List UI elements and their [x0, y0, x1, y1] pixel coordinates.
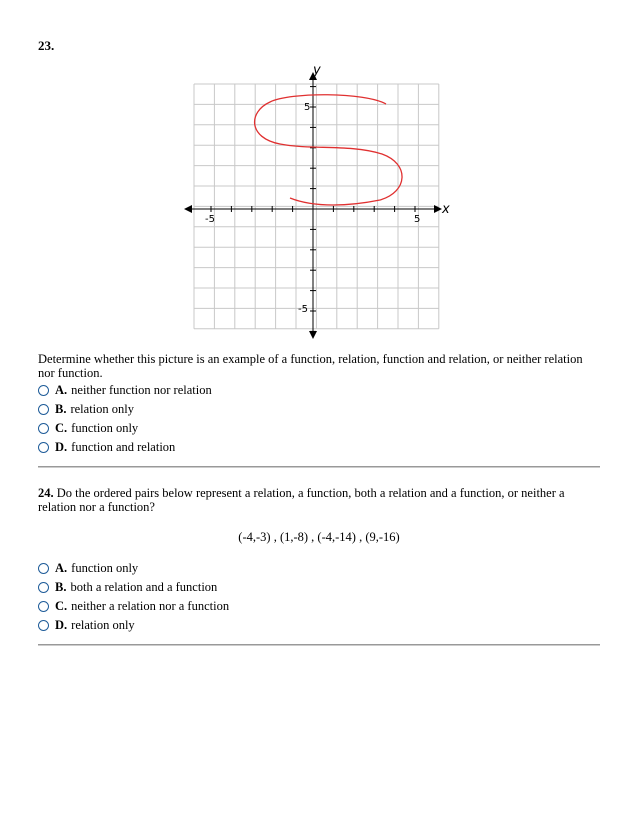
q23-choice-b[interactable]	[38, 401, 134, 417]
y-tick-label-neg5: -5	[298, 304, 308, 315]
ordered-pairs: (-4,-3) , (1,-8) , (-4,-14) , (9,-16)	[238, 530, 400, 544]
radio-icon[interactable]	[38, 442, 49, 453]
choice-text: relation only	[71, 618, 135, 632]
question-23-number: 23.	[38, 38, 55, 53]
choice-letter: D.	[55, 618, 68, 632]
q23-choice-a[interactable]	[38, 382, 212, 398]
y-tick-label-pos5: 5	[304, 102, 311, 113]
radio-icon[interactable]	[38, 563, 49, 574]
radio-icon[interactable]	[38, 423, 49, 434]
q24-choice-d[interactable]	[38, 617, 135, 633]
choice-text: both a relation and a function	[70, 580, 218, 594]
question-24-text: Do the ordered pairs below represent a relation, a function, both a relation and a function, or neither a relation nor a function?	[38, 486, 565, 514]
x-tick-label-neg5: -5	[205, 214, 215, 225]
choice-text: neither function nor relation	[71, 383, 212, 397]
q23-choice-c[interactable]	[38, 420, 138, 436]
x-tick-label-pos5: 5	[414, 214, 421, 225]
question-23-prompt: Determine whether this picture is an example of a function, relation, function and relation, or neither relation nor function.	[38, 352, 583, 380]
graph-axes	[184, 72, 442, 339]
choice-text: neither a relation nor a function	[71, 599, 230, 613]
choice-text: function only	[71, 421, 139, 435]
choice-text: function only	[71, 561, 139, 575]
choice-text: function and relation	[71, 440, 176, 454]
x-axis-label: x	[442, 202, 450, 217]
choice-letter: B.	[55, 580, 67, 594]
y-axis-arrow-down	[309, 331, 317, 339]
graph-grid	[194, 84, 439, 329]
radio-icon[interactable]	[38, 582, 49, 593]
divider	[38, 644, 600, 646]
radio-icon[interactable]	[38, 620, 49, 631]
q24-choice-c[interactable]	[38, 598, 229, 614]
q24-choice-b[interactable]	[38, 579, 217, 595]
question-24-number: 24.	[38, 486, 54, 500]
divider	[38, 466, 600, 468]
y-axis-label: y	[313, 63, 321, 78]
radio-icon[interactable]	[38, 385, 49, 396]
choice-letter: D.	[55, 440, 68, 454]
q24-choice-a[interactable]	[38, 560, 138, 576]
q23-choice-d[interactable]	[38, 439, 175, 455]
coordinate-graph	[170, 62, 450, 340]
question-24-prompt	[38, 486, 600, 514]
radio-icon[interactable]	[38, 404, 49, 415]
choice-letter: C.	[55, 421, 68, 435]
choice-letter: A.	[55, 561, 68, 575]
choice-text: relation only	[70, 402, 134, 416]
choice-letter: C.	[55, 599, 68, 613]
radio-icon[interactable]	[38, 601, 49, 612]
choice-letter: B.	[55, 402, 67, 416]
choice-letter: A.	[55, 383, 68, 397]
graph-s-curve	[255, 95, 402, 205]
